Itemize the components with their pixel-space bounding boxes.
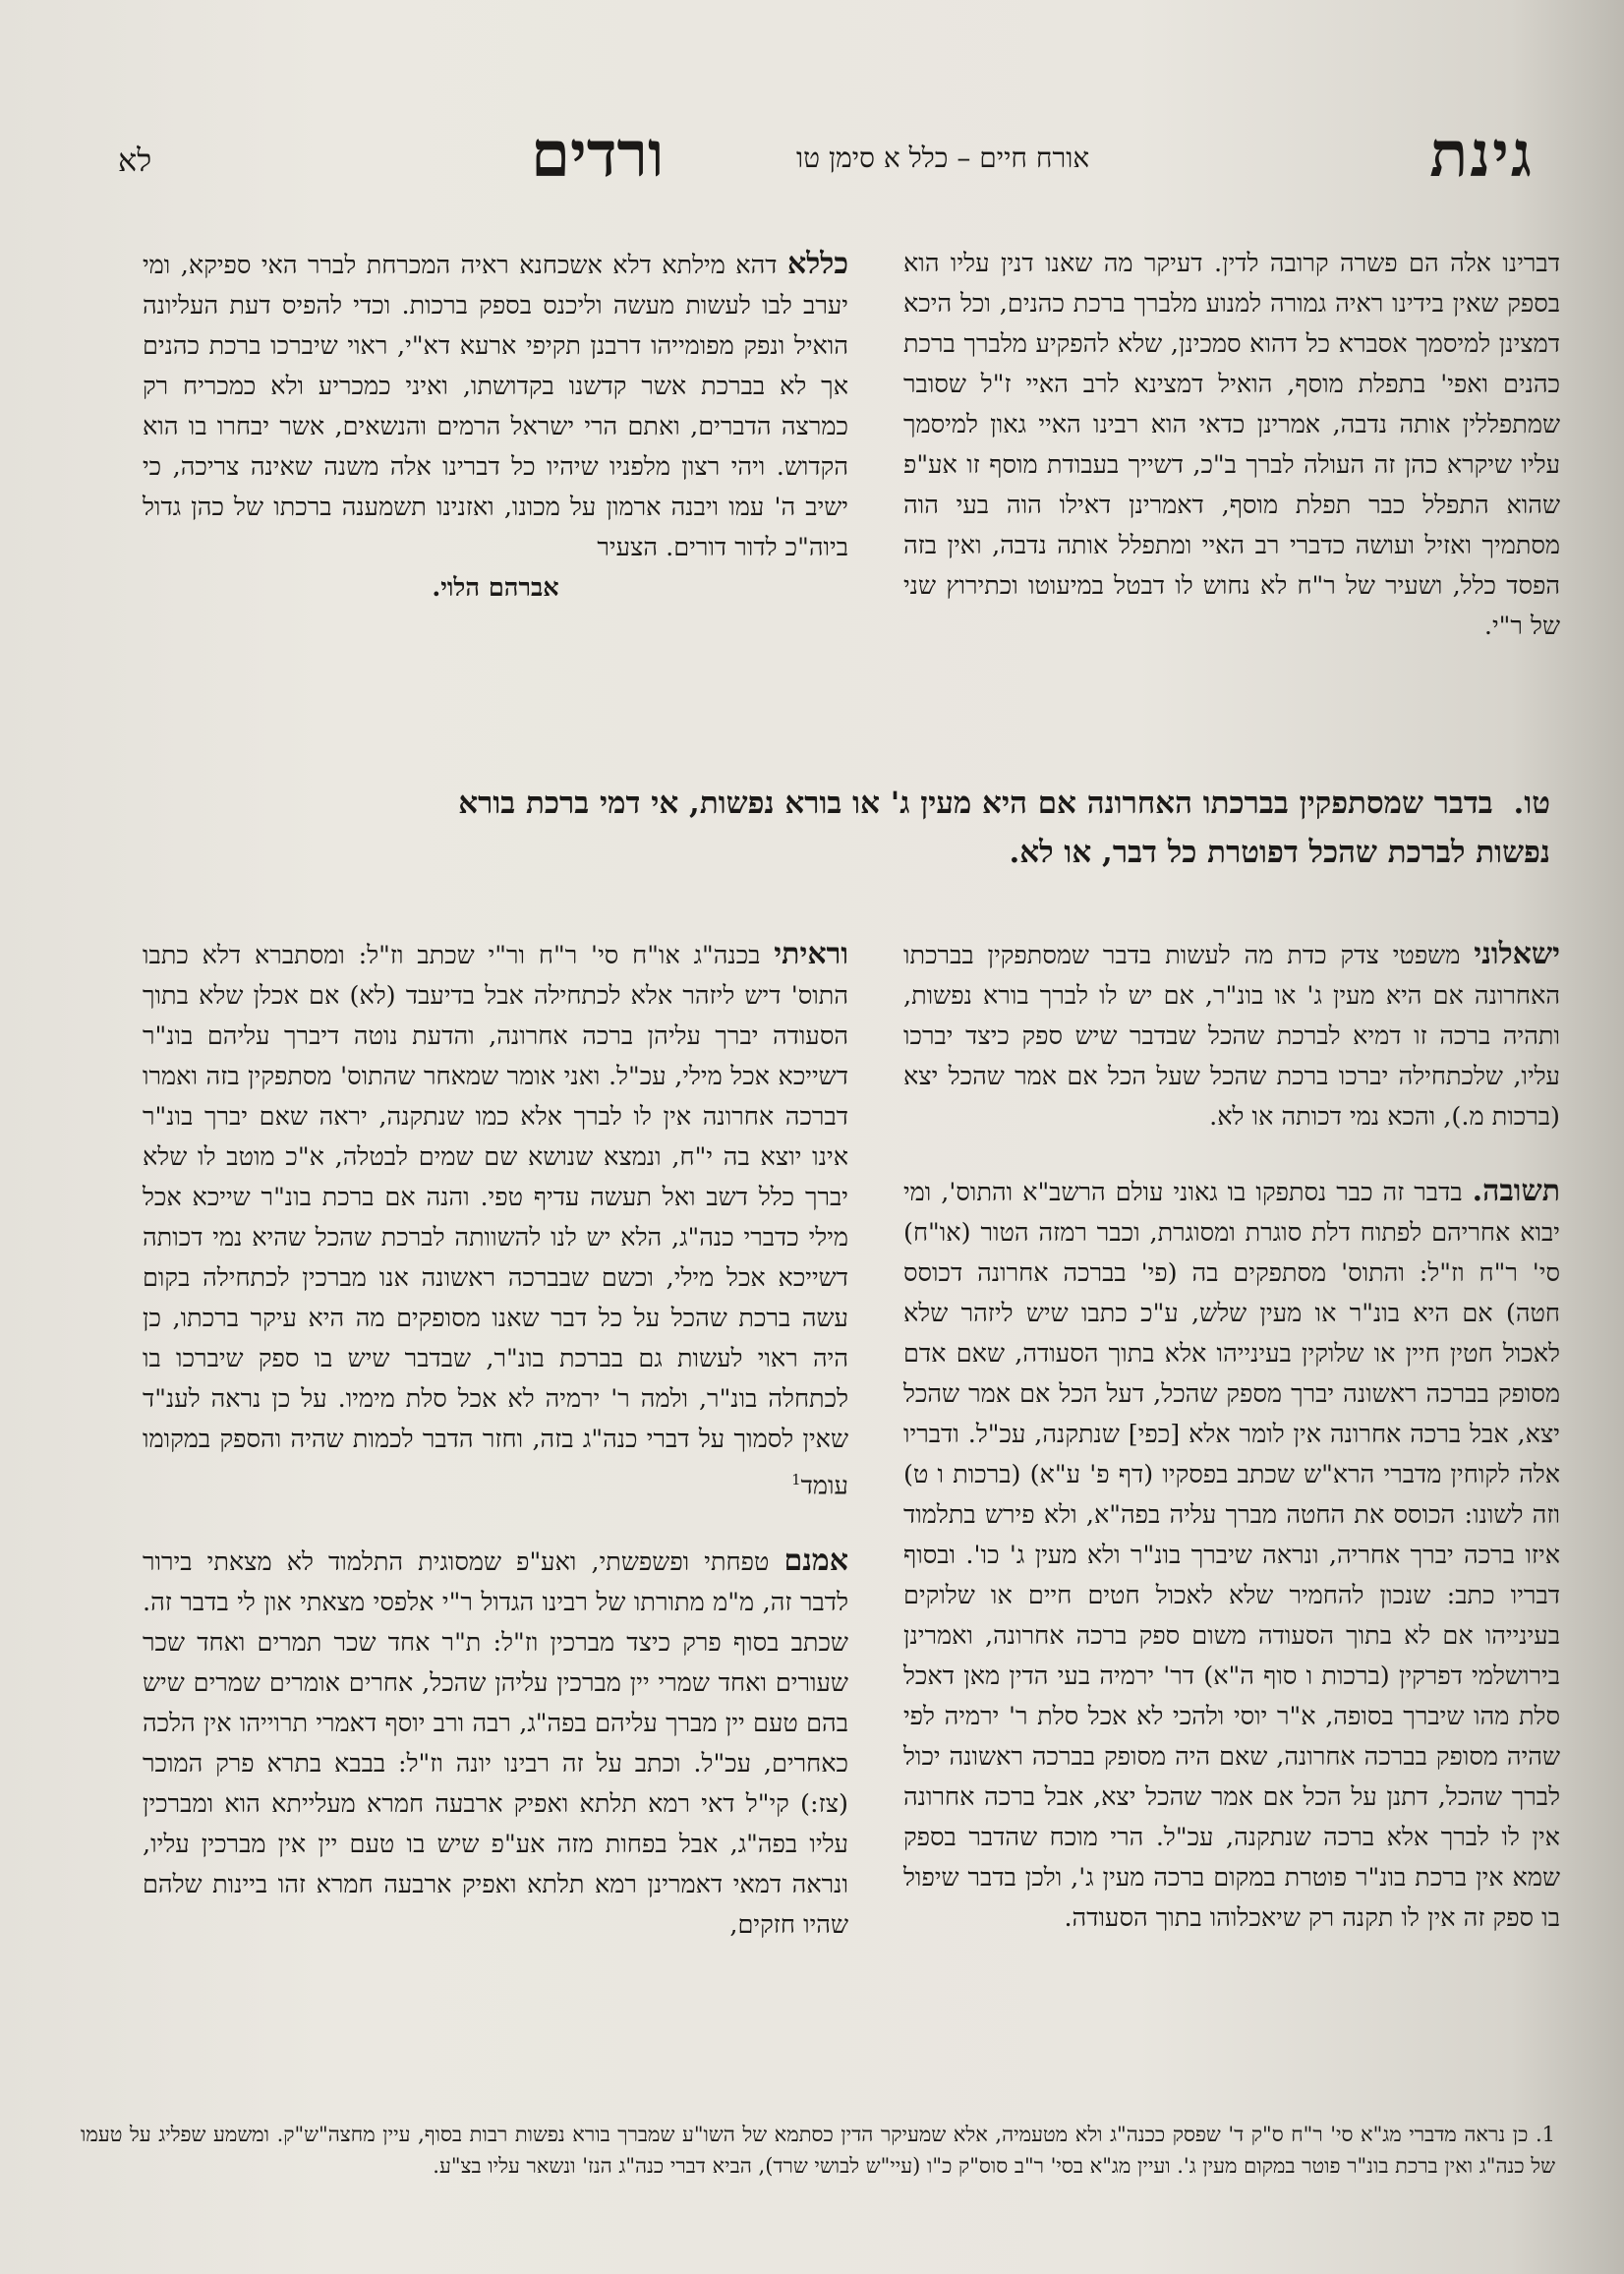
paragraph xyxy=(143,1541,848,1946)
paragraph xyxy=(143,244,848,609)
bottom-right-column xyxy=(903,934,1560,1939)
section-heading xyxy=(390,779,1550,877)
question-lead-word: ישאלוני xyxy=(1474,937,1560,971)
paragraph-text: טפחתי ופשפשתי, ואע"פ שמסוגית התלמוד לא מצאתי בירור לדבר זה, מ"מ מתורתו של רבינו הגדול ר"י אלפסי מצאתי און לי בדבר זה. שכתב בסוף פרק כיצד מברכין וז"ל: ת"ר אחד שכר תמרים ואחד שכר שעורים ואחד שמרי יין מברכין עליהן שהכל, אחרים אומרים שמרים שיש בהם טעם יין מברך עליהם בפה"ג, רבה ורב יוסף דאמרי תרוייהו אין הלכה כאחרים, עכ"ל. וכתב על זה רבינו יונה וז"ל: בבבא בתרא פרק המוכר (צז:) קי"ל דאי רמא תלתא ואפיק ארבעה חמרא מעלייתא הוא ומברכין עליו בפה"ג, אבל בפחות מזה אע"פ שיש בו טעם יין אין מברכין עליו, ונראה דמאי דאמרינן רמא תלתא ואפיק ארבעה חמרא זהו ביינות שלהם שהיו חזקים, xyxy=(143,1546,848,1940)
answer-paragraph xyxy=(903,1171,1560,1939)
page-number: לא xyxy=(118,142,152,179)
running-head: אורח חיים – כלל א סימן טו xyxy=(796,142,1090,174)
paragraph-gap xyxy=(903,1137,1560,1171)
question-text: משפטי צדק כדת מה לעשות בדבר שמסתפקין בברכתו האחרונה אם היא מעין ג' או בונ"ר, אם יש לו לברך בורא נפשות, ותהיה ברכה זו דמיא לברכת שהכל שבדבר שיש ספק כיצד יברכו עליו, שלכתחילה יברכו ברכת שהכל שעל הכל אם אמר שהכל יצא (ברכות מ.), והכא נמי דכותה או לא. xyxy=(903,941,1560,1132)
paragraph-text: בכנה"ג או"ח סי' ר"ח ור"י שכתב וז"ל: ומסתברא דלא כתבו התוס' דיש ליזהר אלא לכתחילה אבל בדיעבד (לא) אם אכלן שלא בתוך הסעודה יברך עליהן ברכה אחרונה, והדעת נוטה דיברך עליהם בונ"ר דשייכא אכל מילי, עכ"ל. ואני אומר שמאחר שהתוס' מסתפקין בזה ואמרו דברכה אחרונה אין לו לברך אלא כמו שנתקנה, יראה שאם יברך בונ"ר אינו יוצא בה י"ח, ונמצא שנושא שם שמים לבטלה, א"כ מוטב לו שלא יברך כלל דשב ואל תעשה עדיף טפי. והנה אם ברכת בונ"ר שייכא אכל מילי כדברי כנה"ג, הלא יש לנו להשוותה לברכת שהכל שהיא נמי דכותה דשייכא אכל מילי, וכשם שבברכה ראשונה אנו מברכין לכתחילה בקום עשה ברכת שהכל על כל דבר שאנו מסופקים מה היא עיקר ברכתו, כן היה ראוי לעשות גם בברכת בונ"ר, שבדבר שיש בו ספק שיברכו בו לכתחלה בונ"ר, ולמה ר' ירמיה לא אכל סלת מימיו. על כן נראה לענ"ד שאין לסמוך על דברי כנה"ג בזה, וחזר הדבר לכמות שהיה והספק במקומו עומד xyxy=(143,941,848,1501)
answer-text: בדבר זה כבר נסתפקו בו גאוני עולם הרשב"א והתוס', ומי יבוא אחריהם לפתוח דלת סוגרת ומסוגרת, וכבר רמזה הטור (או"ח) סי' ר"ח וז"ל: והתוס' מסתפקים בה (פי' בברכה אחרונה דכוסס חטה) אם היא בונ"ר או מעין שלש, ע"כ כתבו שיש ליזהר שלא לאכול חטין חיין או שלוקין בעינייהו אלא בתוך הסעודה, שאם אדם מסופק בברכה ראשונה יברך מספק שהכל, דעל הכל אם אמר שהכל יצא, אבל ברכה אחרונה אין לומר אלא [כפי] שנתקנה, עכ"ל. ודבריו אלה לקוחין מדברי הרא"ש שכתב בפסקיו (דף פ' ע"א) (ברכות ו ט) וזה לשונו: הכוסס את החטה מברך עליה בפה"א, ולא פירש בתלמוד איזו ברכה יברך אחריה, ונראה שיברך בונ"ר ולא מעין ג' כו'. ובסוף דבריו כתב: שנכון להחמיר שלא לאכול חטים חיים או שלוקים בעינייהו אם לא בתוך הסעודה משום ספק ברכה אחרונה, ואמרינן בירושלמי דפרקין (ברכות ו סוף ה"א) דר' ירמיה בעי הדין מאן דאכל סלת מהו שיברך בסופה, א"ר יוסי ולהכי לא אכל סלת ר' ירמיה לפי שהיה מסופק בברכה אחרונה, שאם היה מסופק בברכה ראשונה יכול לברך שהכל, דתנן על הכל אם אמר שהכל יצא, אבל ברכה אחרונה אין לו לברך אלא ברכה שנתקנה, עכ"ל. הרי מוכח שהדבר בספק שמא אין ברכת בונ"ר פוטרת במקום ברכה מעין ג', ולכן בדבר שיפול בו ספק זה אין לו תקנה רק שיאכלוהו בתוך הסעודה. xyxy=(903,1178,1560,1933)
paragraph-gap xyxy=(143,1507,848,1541)
paragraph-text: דהא מילתא דלא אשכחנא ראיה המכרחת לברר האי ספיקא, ומי יערב לבו לעשות מעשה וליכנס בספק ברכות. וכדי להפיס דעת העליונה הואיל ונפק מפומייהו דרבנן תקיפי ארעא דא"י, ראוי שיברכו ברכת כהנים אך לא בברכת אשר קדשנו בקדושתו, ואיני כמכריע ולא כמכריח רק כמרצה הדברים, ואתם הרי ישראל הרמים והנשאים, אשר יבחרו בו הוא הקדוש. ויהי רצון מלפניו שיהיו כל דברינו אלה משנה שאינה צריכה, כי ישיב ה' עמו ויבנה ארמון על מכונו, ואזנינו תשמענה ברכתו של כהן גדול ביוה"כ לדור דורים. הצעיר xyxy=(143,251,848,562)
section-title: בדבר שמסתפקין בברכתו האחרונה אם היא מעין ג' או בורא נפשות, אי דמי ברכת בורא נפשות לברכת שהכל דפוטרת כל דבר, או לא. xyxy=(458,786,1550,870)
footnote-marker[interactable]: 1 xyxy=(791,1471,801,1488)
paragraph-lead-word: כללא xyxy=(787,247,849,281)
paragraph xyxy=(143,934,848,1507)
top-left-column xyxy=(143,244,848,609)
answer-lead-word: תשובה. xyxy=(1472,1174,1561,1208)
book-title-part2: ורדים xyxy=(531,118,665,192)
paragraph: דברינו אלה הם פשרה קרובה לדין. דעיקר מה שאנו דנין עליו הוא בספק שאין בידינו ראיה גמורה למנוע מלברך ברכת כהנים, וכל היכא דמצינן למיסמך אסברא כל דהוא סמכינן, שלא להפקיע מלברך ברכת כהנים ואפי' בתפלת מוסף, הואיל דמצינא לרב האיי ז"ל שסובר שמתפללין אותה נדבה, אמרינן כדאי הוא רבינו האיי גאון למיסמך עליו שיקרא כהן זה העולה לברך ב"כ, דשייך בעבודת מוסף זו אע"פ שהוא התפלל כבר תפלת מוסף, דאמרינן דאילו הוה בעי הוה מסתמיך ואזיל ועושה כדברי רב האיי ומתפלל אותה נדבה, ואין בזה הפסד כלל, ושעיר של ר"ח לא נחוש לו דבטל במיעוטו וכתירוץ שני של ר"י. xyxy=(903,249,1560,641)
bottom-left-column xyxy=(143,934,848,1946)
book-title-part1: גינת xyxy=(1429,118,1534,192)
paragraph-lead-word: אמנם xyxy=(783,1543,848,1578)
section-number: טו. xyxy=(1513,786,1550,821)
top-right-column xyxy=(903,244,1560,647)
page-header xyxy=(118,118,1534,197)
paragraph-lead-word: וראיתי xyxy=(774,937,848,971)
question-paragraph xyxy=(903,934,1560,1137)
author-signature: אברהם הלוי. xyxy=(432,573,559,603)
footnote: 1. כן נראה מדברי מג"א סי' ר"ח ס"ק ד' שפסק ככנה"ג ולא מטעמיה, אלא שמעיקר הדין כסתמא של השו"ע שמברך בורא נפשות רבות בסוף, עיין מחצה"ש"ק. ומשמע שפליג על טעמו של כנה"ג ואין ברכת בונ"ר פוטר במקום מעין ג'. ועיין מג"א בסי' ר"ב סוס"ק כ"ו (עיי"ש לבושי שרד), הביא דברי כנה"ג הנז' ונשאר עליו בצ"ע. xyxy=(81,2123,1555,2178)
